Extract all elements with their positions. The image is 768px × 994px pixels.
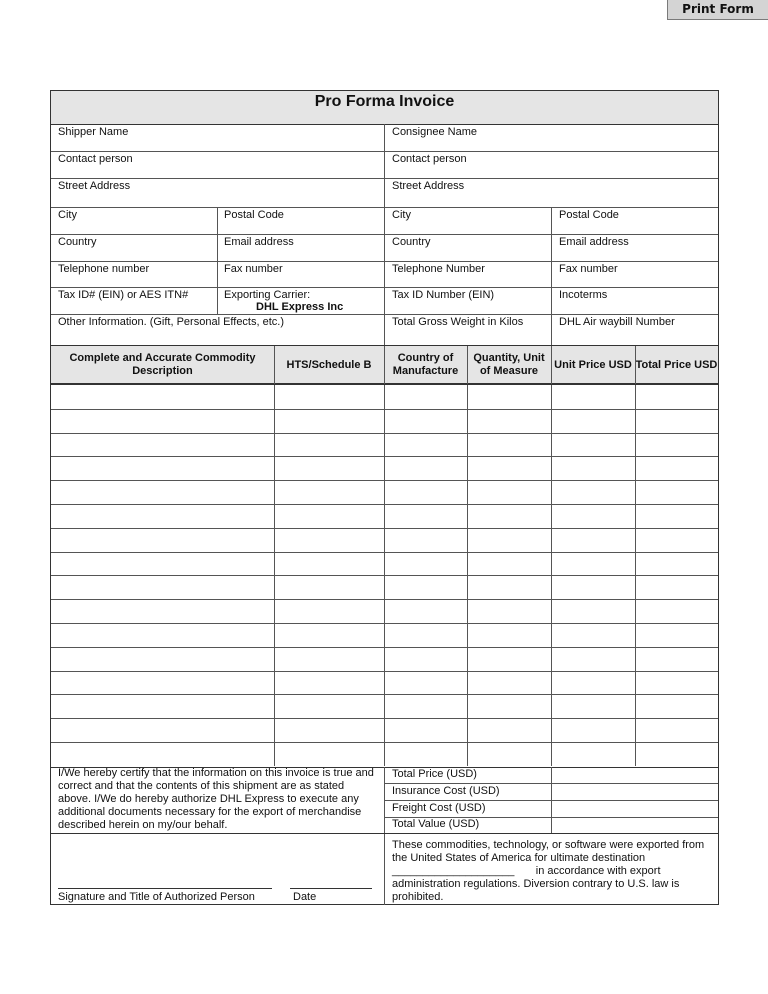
cell-unit-price[interactable] bbox=[551, 434, 635, 457]
cell-country[interactable] bbox=[384, 743, 467, 766]
cell-hts[interactable] bbox=[274, 529, 384, 552]
cell-total-price[interactable] bbox=[635, 457, 718, 480]
cell-country[interactable] bbox=[384, 648, 467, 671]
consignee-street-label: Street Address bbox=[392, 180, 465, 192]
cell-unit-price[interactable] bbox=[551, 672, 635, 695]
consignee-postal-label: Postal Code bbox=[559, 209, 619, 221]
column-header-total-price: Total Price USD bbox=[635, 358, 718, 371]
cell-hts[interactable] bbox=[274, 576, 384, 599]
destination-blank[interactable]: ____________________ bbox=[392, 865, 515, 877]
incoterms-field[interactable] bbox=[551, 287, 718, 314]
cell-total-price[interactable] bbox=[635, 434, 718, 457]
shipper-postal-field[interactable] bbox=[217, 207, 384, 234]
table-row bbox=[51, 647, 718, 671]
export-statement bbox=[392, 839, 708, 904]
export-statement-line2: in accordance with export administration regulations. Diversion contrary to U.S. law is prohibited. bbox=[392, 865, 680, 903]
export-statement-line1: These commodities, technology, or software were exported from the United States of America for ultimate destination bbox=[392, 839, 705, 864]
consignee-fax-field[interactable] bbox=[551, 261, 718, 287]
column-header-hts: HTS/Schedule B bbox=[286, 358, 372, 371]
shipper-city-field[interactable] bbox=[51, 207, 217, 234]
cell-total-price[interactable] bbox=[635, 529, 718, 552]
consignee-tax-field[interactable] bbox=[384, 287, 551, 314]
shipper-contact-label: Contact person bbox=[58, 153, 133, 165]
cell-description[interactable] bbox=[51, 719, 274, 742]
cell-country[interactable] bbox=[384, 624, 467, 647]
table-row bbox=[51, 552, 718, 576]
consignee-email-label: Email address bbox=[559, 236, 629, 248]
cell-quantity[interactable] bbox=[467, 624, 551, 647]
column-header-quantity: Quantity, Unit of Measure bbox=[473, 352, 545, 377]
cell-quantity[interactable] bbox=[467, 529, 551, 552]
table-row bbox=[51, 694, 718, 718]
cell-country[interactable] bbox=[384, 434, 467, 457]
consignee-street-field[interactable] bbox=[384, 178, 718, 207]
cell-quantity[interactable] bbox=[467, 410, 551, 433]
cell-unit-price[interactable] bbox=[551, 529, 635, 552]
cell-hts[interactable] bbox=[274, 695, 384, 718]
cell-unit-price[interactable] bbox=[551, 600, 635, 623]
cell-quantity[interactable] bbox=[467, 648, 551, 671]
cell-description[interactable] bbox=[51, 434, 274, 457]
freight-cost-input[interactable] bbox=[551, 800, 718, 817]
cell-total-price[interactable] bbox=[635, 719, 718, 742]
date-line bbox=[290, 888, 372, 889]
shipper-name-field[interactable] bbox=[51, 124, 384, 151]
cell-hts[interactable] bbox=[274, 719, 384, 742]
exporting-carrier-label: Exporting Carrier: bbox=[224, 289, 311, 301]
shipper-fax-field[interactable] bbox=[217, 261, 384, 287]
cell-quantity[interactable] bbox=[467, 600, 551, 623]
consignee-contact-field[interactable] bbox=[384, 151, 718, 178]
cell-total-price[interactable] bbox=[635, 672, 718, 695]
commodity-table-header bbox=[51, 345, 718, 385]
insurance-cost-input[interactable] bbox=[551, 783, 718, 800]
cell-unit-price[interactable] bbox=[551, 576, 635, 599]
incoterms-label: Incoterms bbox=[559, 289, 608, 301]
cell-description[interactable] bbox=[51, 553, 274, 576]
table-row bbox=[51, 456, 718, 480]
air-waybill-label: DHL Air waybill Number bbox=[559, 316, 675, 328]
exporting-carrier-field bbox=[217, 287, 384, 314]
header-column-divider bbox=[384, 346, 385, 384]
pro-forma-invoice-form bbox=[50, 90, 719, 905]
consignee-fax-label: Fax number bbox=[559, 263, 618, 275]
cell-hts[interactable] bbox=[274, 385, 384, 409]
table-row bbox=[51, 385, 718, 409]
air-waybill-field[interactable] bbox=[551, 314, 718, 345]
total-price-label: Total Price (USD) bbox=[392, 768, 477, 780]
cell-total-price[interactable] bbox=[635, 410, 718, 433]
cell-hts[interactable] bbox=[274, 648, 384, 671]
header-column-divider bbox=[467, 346, 468, 384]
cell-quantity[interactable] bbox=[467, 505, 551, 528]
consignee-phone-field[interactable] bbox=[384, 261, 551, 287]
cell-unit-price[interactable] bbox=[551, 410, 635, 433]
cell-total-price[interactable] bbox=[635, 600, 718, 623]
consignee-tax-label: Tax ID Number (EIN) bbox=[392, 289, 495, 301]
cell-quantity[interactable] bbox=[467, 695, 551, 718]
cell-unit-price[interactable] bbox=[551, 719, 635, 742]
header-column-divider bbox=[274, 346, 275, 384]
cell-unit-price[interactable] bbox=[551, 624, 635, 647]
cell-quantity[interactable] bbox=[467, 719, 551, 742]
column-header-description: Complete and Accurate Commodity Description bbox=[69, 352, 256, 377]
table-row bbox=[51, 575, 718, 599]
cell-description[interactable] bbox=[51, 529, 274, 552]
cell-country[interactable] bbox=[384, 672, 467, 695]
table-row bbox=[51, 599, 718, 623]
cell-hts[interactable] bbox=[274, 743, 384, 766]
cell-description[interactable] bbox=[51, 457, 274, 480]
cell-quantity[interactable] bbox=[467, 385, 551, 409]
cell-unit-price[interactable] bbox=[551, 457, 635, 480]
column-divider bbox=[384, 767, 385, 905]
shipper-country-label: Country bbox=[58, 236, 97, 248]
cell-total-price[interactable] bbox=[635, 505, 718, 528]
cell-unit-price[interactable] bbox=[551, 743, 635, 766]
column-header-country: Country of Manufacture bbox=[392, 352, 459, 377]
consignee-name-label: Consignee Name bbox=[392, 126, 477, 138]
shipper-email-field[interactable] bbox=[217, 234, 384, 261]
cell-total-price[interactable] bbox=[635, 695, 718, 718]
cell-total-price[interactable] bbox=[635, 743, 718, 766]
cell-quantity[interactable] bbox=[467, 743, 551, 766]
consignee-phone-label: Telephone Number bbox=[392, 263, 485, 275]
header-column-divider bbox=[551, 346, 552, 384]
cell-total-price[interactable] bbox=[635, 385, 718, 409]
cell-total-price[interactable] bbox=[635, 648, 718, 671]
cell-country[interactable] bbox=[384, 576, 467, 599]
table-row bbox=[51, 409, 718, 433]
gross-weight-field[interactable] bbox=[384, 314, 551, 345]
cell-country[interactable] bbox=[384, 457, 467, 480]
cell-hts[interactable] bbox=[274, 505, 384, 528]
consignee-contact-label: Contact person bbox=[392, 153, 467, 165]
table-row bbox=[51, 528, 718, 552]
cell-total-price[interactable] bbox=[635, 553, 718, 576]
cell-quantity[interactable] bbox=[467, 553, 551, 576]
cell-total-price[interactable] bbox=[635, 576, 718, 599]
other-information-field[interactable] bbox=[51, 314, 384, 345]
total-price-input[interactable] bbox=[551, 767, 718, 783]
cell-country[interactable] bbox=[384, 529, 467, 552]
cell-hts[interactable] bbox=[274, 434, 384, 457]
cell-country[interactable] bbox=[384, 385, 467, 409]
cell-description[interactable] bbox=[51, 576, 274, 599]
cell-total-price[interactable] bbox=[635, 481, 718, 504]
cell-country[interactable] bbox=[384, 481, 467, 504]
cell-description[interactable] bbox=[51, 481, 274, 504]
table-row bbox=[51, 742, 718, 766]
table-row bbox=[51, 433, 718, 457]
cell-hts[interactable] bbox=[274, 624, 384, 647]
shipper-tax-label: Tax ID# (EIN) or AES ITN# bbox=[58, 289, 189, 301]
insurance-cost-label: Insurance Cost (USD) bbox=[392, 785, 500, 797]
consignee-country-field[interactable] bbox=[384, 234, 551, 261]
cell-unit-price[interactable] bbox=[551, 481, 635, 504]
column-header-unit-price: Unit Price USD bbox=[554, 358, 632, 371]
cell-description[interactable] bbox=[51, 672, 274, 695]
cell-quantity[interactable] bbox=[467, 434, 551, 457]
commodity-table-body bbox=[51, 385, 718, 767]
cell-unit-price[interactable] bbox=[551, 553, 635, 576]
cell-description[interactable] bbox=[51, 505, 274, 528]
shipper-phone-field[interactable] bbox=[51, 261, 217, 287]
cell-hts[interactable] bbox=[274, 672, 384, 695]
cell-hts[interactable] bbox=[274, 457, 384, 480]
cell-unit-price[interactable] bbox=[551, 648, 635, 671]
section-divider bbox=[51, 833, 718, 834]
cell-quantity[interactable] bbox=[467, 576, 551, 599]
signature-line bbox=[58, 888, 272, 889]
date-field[interactable] bbox=[290, 841, 372, 887]
cell-description[interactable] bbox=[51, 600, 274, 623]
cell-quantity[interactable] bbox=[467, 457, 551, 480]
table-row bbox=[51, 623, 718, 647]
table-row bbox=[51, 480, 718, 504]
print-form-button[interactable]: Print Form bbox=[667, 0, 768, 20]
shipper-email-label: Email address bbox=[224, 236, 294, 248]
cell-country[interactable] bbox=[384, 695, 467, 718]
signature-label: Signature and Title of Authorized Person bbox=[58, 891, 255, 903]
table-row bbox=[51, 671, 718, 695]
consignee-city-label: City bbox=[392, 209, 411, 221]
form-title: Pro Forma Invoice bbox=[51, 91, 718, 125]
consignee-country-label: Country bbox=[392, 236, 431, 248]
total-value-label: Total Value (USD) bbox=[392, 818, 480, 830]
cell-hts[interactable] bbox=[274, 553, 384, 576]
cell-country[interactable] bbox=[384, 719, 467, 742]
table-row bbox=[51, 718, 718, 742]
gross-weight-label: Total Gross Weight in Kilos bbox=[392, 316, 524, 328]
shipper-country-field[interactable] bbox=[51, 234, 217, 261]
other-information-label: Other Information. (Gift, Personal Effects, etc.) bbox=[58, 316, 284, 328]
consignee-email-field[interactable] bbox=[551, 234, 718, 261]
cell-unit-price[interactable] bbox=[551, 385, 635, 409]
cell-unit-price[interactable] bbox=[551, 505, 635, 528]
shipper-name-label: Shipper Name bbox=[58, 126, 129, 138]
header-column-divider bbox=[635, 346, 636, 384]
cell-country[interactable] bbox=[384, 505, 467, 528]
shipper-fax-label: Fax number bbox=[224, 263, 283, 275]
shipper-phone-label: Telephone number bbox=[58, 263, 150, 275]
cell-description[interactable] bbox=[51, 624, 274, 647]
shipper-street-label: Street Address bbox=[58, 180, 131, 192]
shipper-postal-label: Postal Code bbox=[224, 209, 284, 221]
cell-description[interactable] bbox=[51, 743, 274, 766]
shipper-tax-field[interactable] bbox=[51, 287, 217, 314]
date-label: Date bbox=[293, 891, 317, 903]
cell-description[interactable] bbox=[51, 385, 274, 409]
shipper-contact-field[interactable] bbox=[51, 151, 384, 178]
certification-statement: I/We hereby certify that the information on this invoice is true and correct and that the contents of this shipment are as stated above. I/We do hereby authorize DHL Express to execute any additional documents necessary for the export of merchandise described herein on my/our behalf. bbox=[58, 767, 374, 831]
cell-description[interactable] bbox=[51, 695, 274, 718]
cell-hts[interactable] bbox=[274, 600, 384, 623]
consignee-city-field[interactable] bbox=[384, 207, 551, 234]
consignee-postal-field[interactable] bbox=[551, 207, 718, 234]
cell-hts[interactable] bbox=[274, 410, 384, 433]
cell-total-price[interactable] bbox=[635, 624, 718, 647]
cell-quantity[interactable] bbox=[467, 481, 551, 504]
cell-country[interactable] bbox=[384, 553, 467, 576]
freight-cost-label: Freight Cost (USD) bbox=[392, 802, 486, 814]
cell-unit-price[interactable] bbox=[551, 695, 635, 718]
total-value-input[interactable] bbox=[551, 817, 718, 833]
exporting-carrier-value: DHL Express Inc bbox=[256, 301, 344, 313]
cell-quantity[interactable] bbox=[467, 672, 551, 695]
cell-country[interactable] bbox=[384, 410, 467, 433]
cell-description[interactable] bbox=[51, 648, 274, 671]
cell-country[interactable] bbox=[384, 600, 467, 623]
cell-hts[interactable] bbox=[274, 481, 384, 504]
table-row bbox=[51, 504, 718, 528]
consignee-name-field[interactable] bbox=[384, 124, 718, 151]
signature-field[interactable] bbox=[58, 841, 272, 887]
cell-description[interactable] bbox=[51, 410, 274, 433]
shipper-city-label: City bbox=[58, 209, 77, 221]
shipper-street-field[interactable] bbox=[51, 178, 384, 207]
